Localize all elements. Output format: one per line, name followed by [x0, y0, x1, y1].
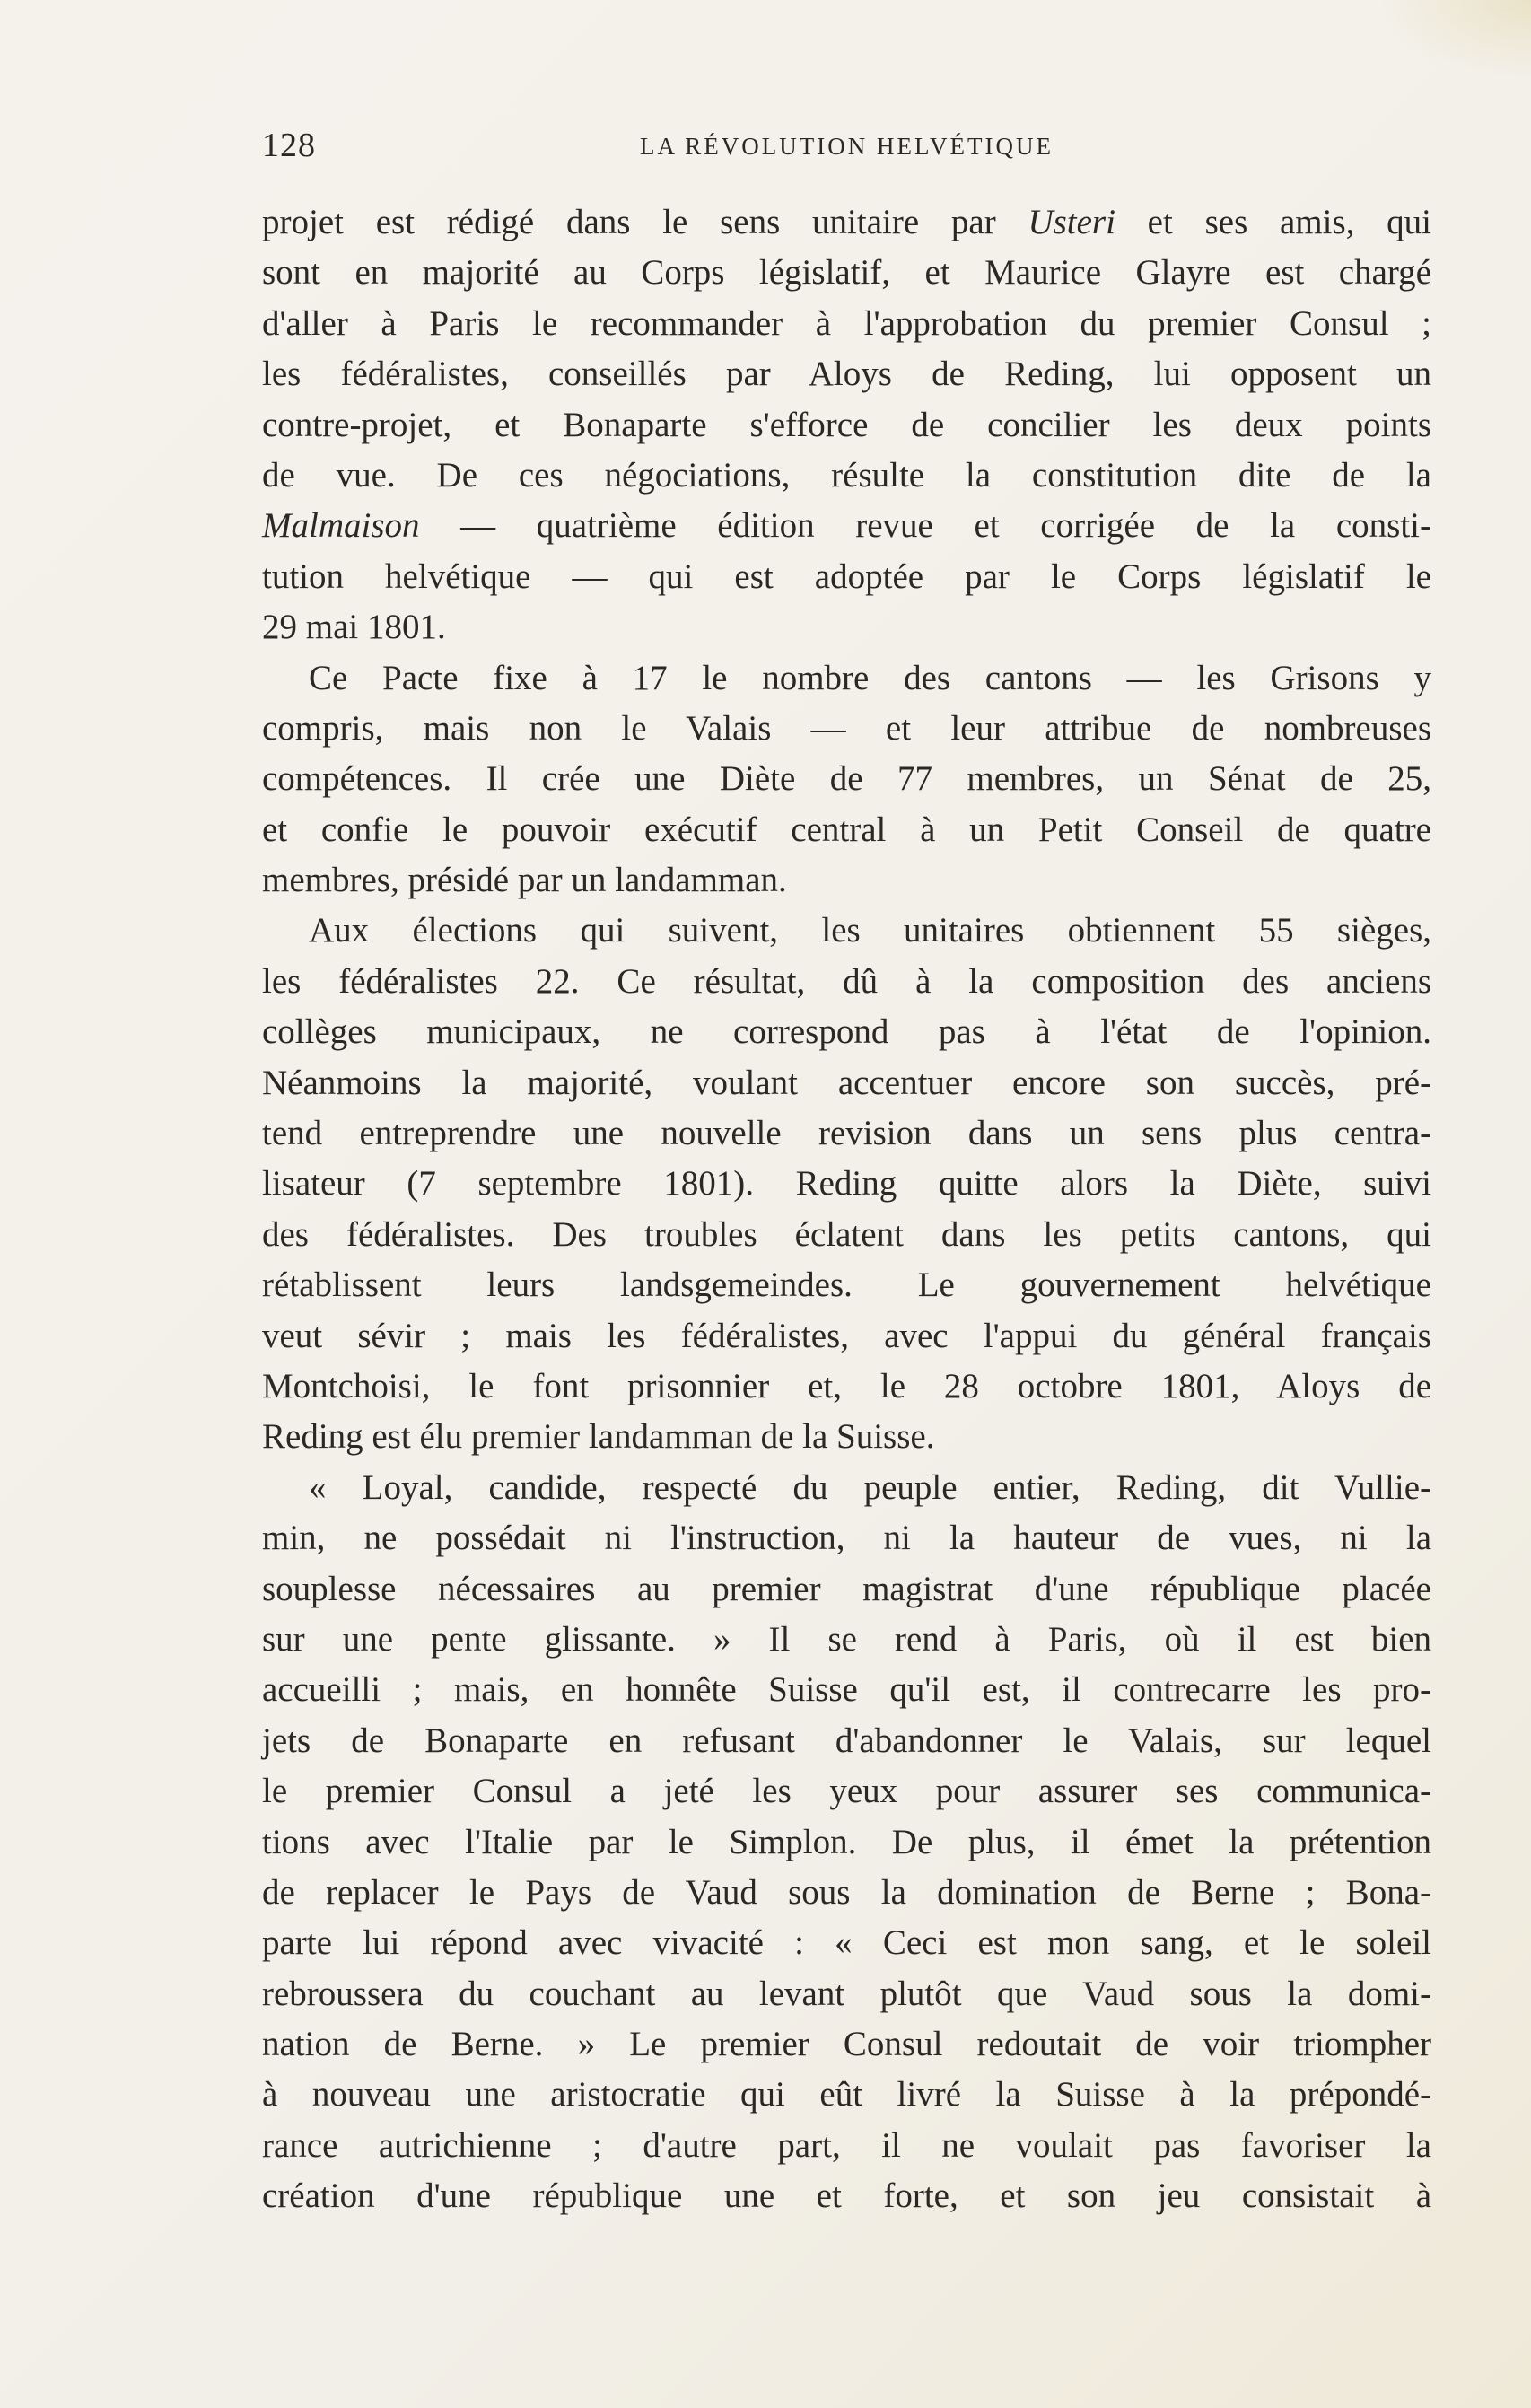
text-line: rebroussera du couchant au levant plutôt que Vaud sous la domi-	[262, 1974, 1431, 2013]
text-line: de replacer le Pays de Vaud sous la domination de Berne ; Bona-	[262, 1872, 1431, 1912]
text-line: compris, mais non le Valais — et leur attribue de nombreuses	[262, 708, 1431, 748]
running-title: LA RÉVOLUTION HELVÉTIQUE	[640, 133, 1054, 160]
text-line: les fédéralistes, conseillés par Aloys de Reding, lui opposent un	[262, 355, 1431, 394]
text-line: des fédéralistes. Des troubles éclatent dans les petits cantons, qui	[262, 1214, 1431, 1254]
text-line: le premier Consul a jeté les yeux pour assurer ses communica-	[262, 1772, 1431, 1811]
text-line: veut sévir ; mais les fédéralistes, avec l'appui du général français	[262, 1316, 1431, 1355]
text-line: à nouveau une aristocratie qui eût livré la Suisse à la prépondé-	[262, 2075, 1431, 2115]
paragraph-start: « Loyal, candide, respecté du peuple entier, Reding, dit Vullie-	[309, 1467, 1431, 1507]
page-number: 128	[262, 127, 316, 164]
text-line: d'aller à Paris le recommander à l'approbation du premier Consul ;	[262, 303, 1431, 343]
text-line: rétablissent leurs landsgemeindes. Le gouvernement helvétique	[262, 1265, 1431, 1305]
text-line: et confie le pouvoir exécutif central à un Petit Conseil de quatre	[262, 810, 1431, 849]
italic-name-malmaison: Malmaison	[262, 506, 420, 546]
page-header	[262, 126, 1431, 176]
text-line: 29 mai 1801.	[262, 608, 446, 647]
text-line: lisateur (7 septembre 1801). Reding quitte alors la Diète, suivi	[262, 1164, 1431, 1204]
text-line: compétences. Il crée une Diète de 77 membres, un Sénat de 25,	[262, 759, 1431, 799]
text-line: accueilli ; mais, en honnête Suisse qu'il est, il contrecarre les pro-	[262, 1670, 1431, 1710]
text-line: Reding est élu premier landamman de la Suisse.	[262, 1417, 935, 1457]
text-line: Montchoisi, le font prisonnier et, le 28 octobre 1801, Aloys de	[262, 1366, 1431, 1405]
text-line: tend entreprendre une nouvelle revision dans un sens plus centra-	[262, 1114, 1431, 1153]
text-line: projet est rédigé dans le sens unitaire par Usteri et ses amis, qui	[262, 203, 1431, 241]
text-line: tions avec l'Italie par le Simplon. De plus, il émet la prétention	[262, 1822, 1431, 1861]
paragraph-start: Ce Pacte fixe à 17 le nombre des cantons — les Grisons y	[309, 658, 1431, 697]
text-line: sur une pente glissante. » Il se rend à Paris, où il est bien	[262, 1619, 1431, 1659]
paragraph-start: Aux élections qui suivent, les unitaires obtiennent 55 sièges,	[309, 911, 1431, 950]
text-line: création d'une république une et forte, et son jeu consistait à	[262, 2176, 1431, 2216]
text-line: contre-projet, et Bonaparte s'efforce de concilier les deux points	[262, 405, 1431, 444]
text-line: jets de Bonaparte en refusant d'abandonner le Valais, sur lequel	[262, 1721, 1431, 1760]
text-line: nation de Berne. » Le premier Consul redoutait de voir triompher	[262, 2025, 1431, 2064]
text-line: parte lui répond avec vivacité : « Ceci est mon sang, et le soleil	[262, 1923, 1431, 1963]
text-line: rance autrichienne ; d'autre part, il ne voulait pas favoriser la	[262, 2125, 1431, 2165]
text-line: collèges municipaux, ne correspond pas à l'état de l'opinion.	[262, 1012, 1431, 1052]
italic-name-usteri: Usteri	[1028, 203, 1115, 241]
text-line: de vue. De ces négociations, résulte la constitution dite de la	[262, 455, 1431, 495]
text-line: tution helvétique — qui est adoptée par le Corps législatif le	[262, 556, 1431, 596]
text-line: les fédéralistes 22. Ce résultat, dû à la composition des anciens	[262, 961, 1431, 1001]
text-line: Néanmoins la majorité, voulant accentuer encore son succès, pré-	[262, 1063, 1431, 1102]
body-text	[262, 197, 1431, 2222]
paper-stain	[1378, 0, 1531, 81]
text-line: Malmaison — quatrième édition revue et corrigée de la consti-	[262, 506, 1431, 546]
text-line: souplesse nécessaires au premier magistrat d'une république placée	[262, 1569, 1431, 1608]
text-line: sont en majorité au Corps législatif, et Maurice Glayre est chargé	[262, 253, 1431, 293]
text-line: min, ne possédait ni l'instruction, ni la hauteur de vues, ni la	[262, 1519, 1431, 1558]
text-line: membres, présidé par un landamman.	[262, 861, 787, 900]
